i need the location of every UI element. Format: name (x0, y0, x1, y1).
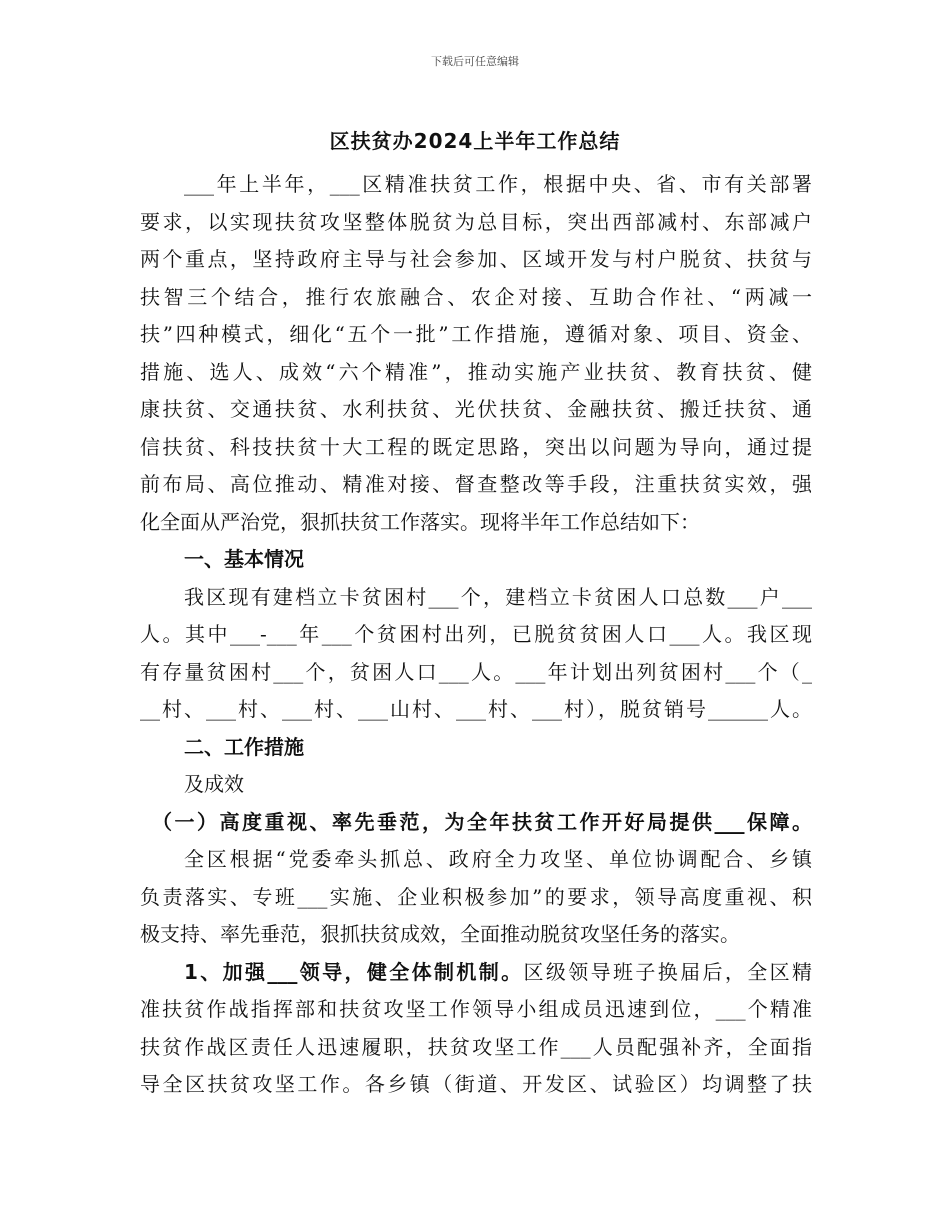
body-line: ___年上半年，___区精准扶贫工作，根据中央、省、市有关部署 (184, 172, 812, 196)
bold-lead: 1、加强___领导，健全体制机制。 (184, 959, 524, 984)
body-line: 要求，以实现扶贫攻坚整体脱贫为总目标，突出西部减村、东部减户 (140, 209, 812, 234)
section-heading: 二、工作措施 (184, 734, 304, 759)
header-note: 下载后可任意编辑 (431, 55, 519, 68)
body-line: 措施、选人、成效“六个精准”，推动实施产业扶贫、教育扶贫、健 (140, 359, 812, 384)
body-line (140, 954, 812, 992)
body-line: 全区根据“党委牵头抓总、政府全力攻坚、单位协调配合、乡镇 (184, 847, 812, 871)
body-line: 有存量贫困村___个，贫困人口___人。___年计划出列贫困村___个（_ (140, 659, 812, 684)
body-line: 人。其中___-___年___个贫困村出列，已脱贫贫困人口___人。我区现 (140, 622, 812, 646)
body-line: 康扶贫、交通扶贫、水利扶贫、光伏扶贫、金融扶贫、搬迁扶贫、通 (140, 397, 812, 421)
body-line: 我区现有建档立卡贫困村___个，建档立卡贫困人口总数___户___ (184, 584, 812, 609)
body-line: 导全区扶贫攻坚工作。各乡镇（街道、开发区、试验区）均调整了扶 (140, 1072, 812, 1096)
body-line: 及成效 (184, 772, 244, 796)
body-line: __村、___村、___村、___山村、___村、___村），脱贫销号______人。 (140, 697, 812, 721)
subsection-heading: （一）高度重视、率先垂范，为全年扶贫工作开好局提供___保障。 (152, 809, 812, 834)
document-body (140, 166, 812, 1104)
body-line: 化全面从严治党，狠抓扶贫工作落实。现将半年工作总结如下： (140, 509, 700, 534)
body-line: 前布局、高位推动、精准对接、督查整改等手段，注重扶贫实效，强 (140, 472, 812, 496)
body-line: 信扶贫、科技扶贫十大工程的既定思路，突出以问题为导向，通过提 (140, 434, 812, 459)
body-line: 负责落实、专班___实施、企业积极参加”的要求，领导高度重视、积 (140, 884, 812, 909)
body-line: 准扶贫作战指挥部和扶贫攻坚工作领导小组成员迅速到位，___个精准 (140, 997, 812, 1021)
section-heading: 一、基本情况 (184, 547, 304, 571)
body-line: 扶”四种模式，细化“五个一批”工作措施，遵循对象、项目、资金、 (140, 322, 812, 346)
body-text: 区级领导班子换届后，全区精 (523, 959, 812, 984)
body-line: 两个重点，坚持政府主导与社会参加、区域开发与村户脱贫、扶贫与 (140, 247, 812, 271)
document-title: 区扶贫办2024上半年工作总结 (329, 129, 621, 153)
body-line: 扶贫作战区责任人迅速履职，扶贫攻坚工作___人员配强补齐，全面指 (140, 1034, 812, 1059)
body-line: 扶智三个结合，推行农旅融合、农企对接、互助合作社、“两减一 (140, 284, 812, 309)
body-line: 极支持、率先垂范，狠抓扶贫成效，全面推动脱贫攻坚任务的落实。 (140, 922, 740, 946)
